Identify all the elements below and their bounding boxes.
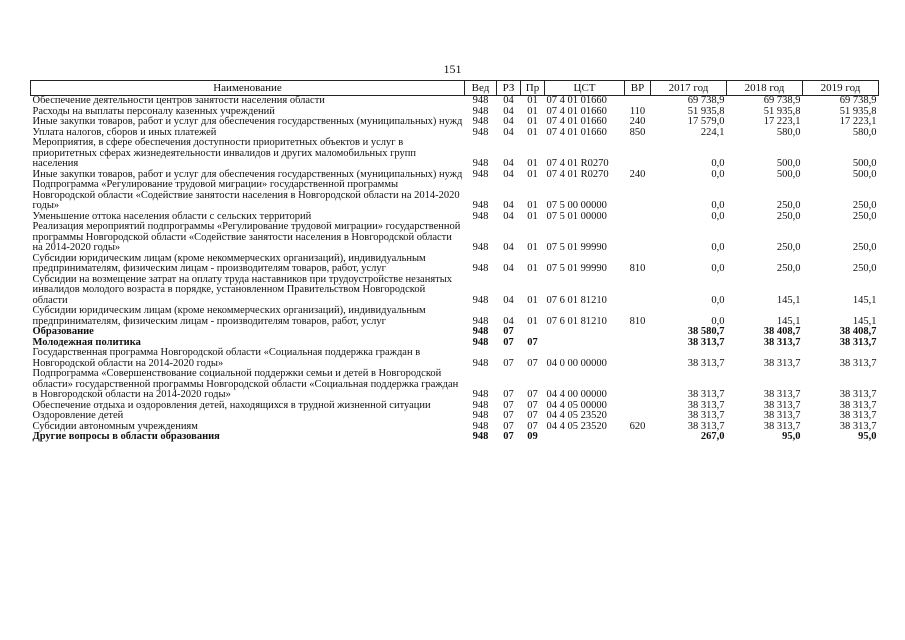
header-2018: 2018 год	[727, 81, 803, 96]
row-2019: 145,1	[852, 315, 877, 327]
row-pr: 01	[527, 116, 538, 127]
row-name: Иные закупки товаров, работ и услуг для обеспечения государственных (муниципальных) нужд	[32, 168, 463, 180]
row-pr: 07	[527, 420, 538, 432]
row-2018: 250,0	[776, 263, 801, 274]
row-vr	[625, 275, 651, 307]
row-pr: 01	[527, 263, 538, 274]
row-2017: 69 738,9	[687, 95, 725, 106]
row-name: Государственная программа Новгородской области «Социальная поддержка граждан в Новгородской области на 2014-2020 годы»	[32, 347, 421, 369]
row-vr: 850	[629, 126, 646, 138]
row-cst: 07 4 01 01660	[546, 116, 607, 127]
header-2017: 2017 год	[651, 81, 727, 96]
row-vr: 620	[629, 420, 646, 432]
row-rz: 04	[503, 105, 514, 117]
row-ved: 948	[472, 105, 489, 117]
row-2019: 250,0	[852, 210, 877, 222]
row-pr: 07	[527, 389, 538, 400]
row-2019: 51 935,8	[839, 105, 877, 117]
row-cst: 07 4 01 R0270	[546, 168, 609, 180]
row-pr: 07	[527, 410, 538, 421]
row-name: Обеспечение отдыха и оздоровления детей, находящихся в трудной жизненной ситуации	[32, 399, 431, 411]
row-cst: 07 5 01 00000	[546, 210, 607, 222]
table-row	[31, 96, 879, 107]
row-2017: 38 580,7	[687, 326, 725, 337]
row-2017: 38 313,7	[687, 420, 725, 432]
row-cst: 07 4 01 01660	[546, 126, 607, 138]
table-row	[31, 327, 879, 338]
row-cst: 07 4 01 01660	[546, 95, 607, 106]
row-2018: 500,0	[776, 158, 801, 169]
row-pr: 07	[527, 399, 538, 411]
row-2018: 17 223,1	[763, 116, 801, 127]
table-body	[31, 96, 879, 443]
row-rz: 04	[503, 95, 514, 106]
row-name: Образование	[32, 326, 94, 337]
row-rz: 07	[503, 420, 514, 432]
row-name: Другие вопросы в области образования	[32, 431, 220, 442]
row-ved: 948	[472, 126, 489, 138]
row-pr: 01	[527, 242, 538, 253]
row-2017: 38 313,7	[687, 410, 725, 421]
row-pr: 07	[527, 357, 538, 369]
row-name: Уплата налогов, сборов и иных платежей	[32, 126, 217, 138]
header-rz: РЗ	[497, 81, 521, 96]
row-rz: 07	[503, 399, 514, 411]
row-vr	[625, 369, 651, 401]
row-vr	[625, 138, 651, 170]
row-pr: 01	[527, 126, 538, 138]
row-name: Мероприятия, в сфере обеспечения доступности приоритетных объектов и услуг в приоритетных сферах жизнедеятельности инвалидов и других маломобильных групп населения	[32, 137, 416, 169]
row-2017: 0,0	[711, 242, 725, 253]
row-vr: 810	[629, 315, 646, 327]
header-row	[31, 81, 879, 96]
row-vr	[625, 401, 651, 412]
row-ved: 948	[472, 158, 489, 169]
row-2018: 145,1	[776, 294, 801, 306]
row-ved: 948	[472, 200, 489, 211]
row-rz: 04	[503, 210, 514, 222]
row-cst: 04 0 00 00000	[546, 357, 607, 369]
row-2019: 38 313,7	[839, 399, 877, 411]
header-pr: Пр	[521, 81, 545, 96]
row-name: Иные закупки товаров, работ и услуг для обеспечения государственных (муниципальных) нужд	[32, 116, 463, 127]
row-name: Подпрограмма «Регулирование трудовой миграции» государственной программы Новгородской области «Содействие занятости населения в Новгородской области на 2014-2020 годы»	[32, 179, 460, 211]
row-ved: 948	[472, 420, 489, 432]
row-2019: 38 313,7	[839, 336, 877, 348]
row-name: Оздоровление детей	[32, 410, 124, 421]
row-cst: 07 4 01 R0270	[546, 158, 609, 169]
row-ved: 948	[472, 410, 489, 421]
row-2018: 250,0	[776, 210, 801, 222]
row-vr: 240	[629, 116, 646, 127]
row-2018: 38 313,7	[763, 336, 801, 348]
row-cst	[545, 432, 625, 443]
row-2018: 38 408,7	[763, 326, 801, 337]
row-rz: 04	[503, 200, 514, 211]
row-2019: 38 313,7	[839, 389, 877, 400]
row-2019: 38 408,7	[839, 326, 877, 337]
table-row	[31, 254, 879, 275]
row-pr: 01	[527, 95, 538, 106]
row-name: Подпрограмма «Совершенствование социальной поддержки семьи и детей в Новгородской области» государственной программы Новгородской области «Социальная поддержка граждан в Новгородской области на 2014-2020 годы»	[32, 368, 459, 400]
row-vr	[625, 327, 651, 338]
row-ved: 948	[472, 336, 489, 348]
row-vr	[625, 348, 651, 369]
row-2018: 51 935,8	[763, 105, 801, 117]
row-ved: 948	[472, 399, 489, 411]
row-vr	[625, 212, 651, 223]
row-vr	[625, 432, 651, 443]
row-2018: 580,0	[776, 126, 801, 138]
row-rz: 07	[503, 326, 514, 337]
row-2017: 267,0	[700, 431, 725, 442]
row-ved: 948	[472, 431, 489, 442]
row-ved: 948	[472, 210, 489, 222]
row-vr: 810	[629, 263, 646, 274]
row-2017: 51 935,8	[687, 105, 725, 117]
row-cst: 04 4 00 00000	[546, 389, 607, 400]
row-vr	[625, 222, 651, 254]
row-cst: 07 4 01 01660	[546, 105, 607, 117]
header-cst: ЦСТ	[545, 81, 625, 96]
row-2017: 38 313,7	[687, 336, 725, 348]
row-2019: 145,1	[852, 294, 877, 306]
row-pr: 09	[527, 431, 538, 442]
row-pr: 01	[527, 210, 538, 222]
row-2018: 38 313,7	[763, 357, 801, 369]
row-ved: 948	[472, 95, 489, 106]
row-vr: 110	[629, 105, 646, 117]
row-name: Реализация мероприятий подпрограммы «Регулирование трудовой миграции» государственной программы Новгородской области «Содействие занятости населения в Новгородской области на 2014-2020 годы»	[32, 221, 461, 253]
row-rz: 04	[503, 315, 514, 327]
row-2017: 0,0	[711, 158, 725, 169]
row-2017: 17 579,0	[687, 116, 725, 127]
row-name: Уменьшение оттока населения области с сельских территорий	[32, 210, 312, 222]
row-2018: 38 313,7	[763, 389, 801, 400]
row-ved: 948	[472, 263, 489, 274]
row-rz: 07	[503, 336, 514, 348]
row-pr: 01	[527, 315, 538, 327]
table-row	[31, 432, 879, 443]
table-row	[31, 369, 879, 401]
row-cst: 07 6 01 81210	[546, 294, 607, 306]
row-rz: 07	[503, 357, 514, 369]
row-vr: 240	[629, 168, 646, 180]
row-cst: 07 5 01 99990	[546, 263, 607, 274]
row-vr	[625, 180, 651, 212]
row-cst: 04 4 05 23520	[546, 420, 607, 432]
row-ved: 948	[472, 326, 489, 337]
table-row	[31, 306, 879, 327]
row-2017: 0,0	[711, 263, 725, 274]
row-2018: 69 738,9	[763, 95, 801, 106]
table-row	[31, 411, 879, 422]
row-rz: 04	[503, 158, 514, 169]
row-ved: 948	[472, 242, 489, 253]
row-cst: 04 4 05 23520	[546, 410, 607, 421]
table-row	[31, 401, 879, 412]
row-2019: 38 313,7	[839, 357, 877, 369]
row-2018: 250,0	[776, 200, 801, 211]
row-2019: 38 313,7	[839, 410, 877, 421]
row-name: Молодежная политика	[32, 336, 141, 348]
row-2019: 95,0	[858, 431, 877, 442]
row-name: Субсидии на возмещение затрат на оплату труда наставников при трудоустройстве незанятых инвалидов молодого возраста в порядке, установленном Правительством Новгородской области	[32, 273, 453, 306]
row-2018: 250,0	[776, 242, 801, 253]
row-vr	[625, 411, 651, 422]
row-cst: 04 4 05 00000	[546, 399, 607, 411]
row-pr: 01	[527, 168, 538, 180]
row-2019: 17 223,1	[839, 116, 877, 127]
row-name: Субсидии юридическим лицам (кроме некоммерческих организаций), индивидуальным предпринимателям, физическим лицам - производителям товаров, работ, услуг	[32, 252, 426, 274]
row-rz: 04	[503, 126, 514, 138]
table-row	[31, 138, 879, 170]
row-ved: 948	[472, 315, 489, 327]
row-2019: 500,0	[852, 168, 877, 180]
row-vr	[625, 96, 651, 107]
row-pr	[521, 327, 545, 338]
row-ved: 948	[472, 389, 489, 400]
row-ved: 948	[472, 357, 489, 369]
row-name: Субсидии автономным учреждениям	[32, 420, 198, 432]
row-2017: 0,0	[711, 315, 725, 327]
row-rz: 04	[503, 168, 514, 180]
row-ved: 948	[472, 116, 489, 127]
row-2019: 250,0	[852, 263, 877, 274]
row-2017: 38 313,7	[687, 389, 725, 400]
row-rz: 04	[503, 242, 514, 253]
row-2018: 38 313,7	[763, 399, 801, 411]
row-rz: 04	[503, 116, 514, 127]
row-2019: 69 738,9	[839, 95, 877, 106]
row-2017: 224,1	[700, 126, 725, 138]
row-2017: 0,0	[711, 294, 725, 306]
table-row	[31, 348, 879, 369]
row-name: Расходы на выплаты персоналу казенных учреждений	[32, 105, 275, 117]
row-2018: 145,1	[776, 315, 801, 327]
row-name: Субсидии юридическим лицам (кроме некоммерческих организаций), индивидуальным предпринимателям, физическим лицам - производителям товаров, работ, услуг	[32, 305, 426, 327]
budget-table	[30, 80, 879, 443]
row-cst	[545, 327, 625, 338]
table-row	[31, 180, 879, 212]
row-pr: 01	[527, 200, 538, 211]
row-rz: 07	[503, 389, 514, 400]
row-ved: 948	[472, 294, 489, 306]
page-number: 151	[443, 62, 462, 76]
table-header	[31, 81, 879, 96]
row-2019: 580,0	[852, 126, 877, 138]
row-pr: 07	[527, 336, 538, 348]
row-2018: 95,0	[782, 431, 801, 442]
row-2017: 0,0	[711, 168, 725, 180]
table-row	[31, 275, 879, 307]
row-2017: 0,0	[711, 210, 725, 222]
row-rz: 07	[503, 431, 514, 442]
row-pr: 01	[527, 294, 538, 306]
header-ved: Вед	[465, 81, 497, 96]
row-2018: 38 313,7	[763, 410, 801, 421]
header-name: Наименование	[31, 81, 465, 96]
header-vr: ВР	[625, 81, 651, 96]
row-2017: 38 313,7	[687, 399, 725, 411]
table-row	[31, 222, 879, 254]
row-2017: 0,0	[711, 200, 725, 211]
row-cst: 07 5 00 00000	[546, 200, 607, 211]
row-2018: 38 313,7	[763, 420, 801, 432]
row-name: Обеспечение деятельности центров занятости населения области	[32, 95, 325, 106]
row-pr: 01	[527, 158, 538, 169]
row-rz: 04	[503, 294, 514, 306]
row-rz: 04	[503, 263, 514, 274]
row-2019: 38 313,7	[839, 420, 877, 432]
table-row	[31, 117, 879, 128]
row-2019: 250,0	[852, 242, 877, 253]
row-2017: 38 313,7	[687, 357, 725, 369]
row-cst: 07 5 01 99990	[546, 242, 607, 253]
row-2019: 250,0	[852, 200, 877, 211]
row-rz: 07	[503, 410, 514, 421]
row-ved: 948	[472, 168, 489, 180]
row-2019: 500,0	[852, 158, 877, 169]
row-vr	[625, 338, 651, 349]
row-2018: 500,0	[776, 168, 801, 180]
row-cst	[545, 338, 625, 349]
row-cst: 07 6 01 81210	[546, 315, 607, 327]
header-2019: 2019 год	[803, 81, 879, 96]
row-pr: 01	[527, 105, 538, 117]
